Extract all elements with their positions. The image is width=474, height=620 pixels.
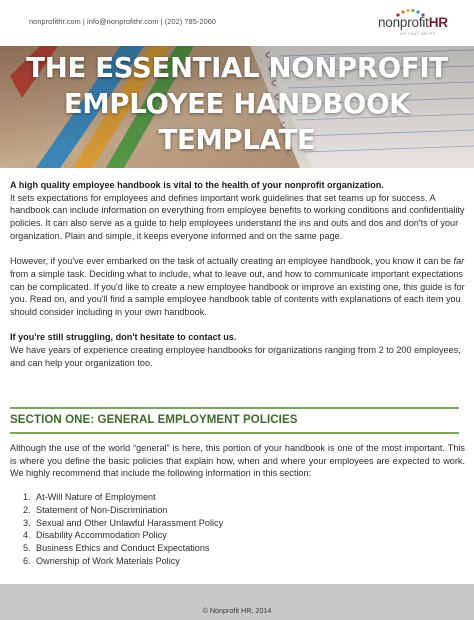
list-number: 5.: [23, 543, 31, 554]
list-text: Sexual and Other Unlawful Harassment Policy: [36, 517, 224, 528]
list-text: Statement of Non-Discrimination: [36, 504, 168, 515]
intro-lead: A high quality employee handbook is vital to the health of your nonprofit organization.: [10, 180, 384, 190]
contact-info: nonprofithr.com | info@nonprofithr.com | (202) 785-2060: [29, 17, 217, 26]
logo-tagline: HR THAT HELPS: [400, 32, 436, 36]
list-item: [23, 542, 223, 555]
logo-wordmark: [378, 15, 448, 30]
list-number: 3.: [23, 517, 31, 528]
page-title: [0, 50, 474, 158]
list-item: [23, 504, 223, 517]
contact-us-paragraph: [10, 331, 467, 369]
challenge-text-end: from a simple task. Deciding what to include, what to leave out, and how to communicate important expectations can be complicated. If you'd like to create a new employee handbook or improve an existing one, this guide is for you. Read on, and you'll find a sample employee handbook table of contents with explanations of each item you should consider including in your own handbook.: [10, 268, 465, 318]
nonprofit-hr-logo[interactable]: [378, 8, 460, 40]
policy-list: [23, 491, 223, 568]
logo-name: nonprofit: [378, 15, 429, 30]
challenge-text-start: However, if you've ever embarked on the task of actually creating an employee handbook, you know it can be: [10, 256, 454, 267]
challenge-emphasis: far: [453, 256, 465, 267]
contact-us-text: We have years of experience creating employee handbooks for organizations ranging from 2 to 200 employees, and can help your organization too.: [10, 345, 461, 368]
section-one-heading: SECTION ONE: GENERAL EMPLOYMENT POLICIES: [10, 414, 298, 426]
list-number: 6.: [23, 555, 31, 566]
list-text: At-Will Nature of Employment: [36, 492, 156, 502]
list-item: [23, 491, 223, 504]
copyright-text: © Nonprofit HR, 2014: [202, 606, 272, 615]
list-item: [23, 517, 223, 530]
list-text: Disability Accommodation Policy: [36, 530, 167, 541]
contact-us-lead: If you're still struggling, don't hesitate to contact us.: [10, 332, 237, 343]
list-number: 4.: [23, 530, 31, 541]
section-one-body: Although the use of the world “general” is here, this portion of your handbook is one of the most important. This is where you define the basic policies that explain how, when and where your employees are expected to work. We highly recommend that include the following information in this section:: [10, 443, 465, 479]
intro-paragraph: [10, 179, 467, 243]
list-number: 2.: [23, 504, 31, 515]
handbook-challenge-paragraph: [10, 255, 467, 319]
page-footer: [0, 584, 474, 620]
page-header: [0, 0, 474, 46]
hero-banner: [0, 46, 474, 168]
list-number: 1.: [23, 492, 31, 502]
list-text: Ownership of Work Materials Policy: [36, 555, 180, 566]
list-item: [23, 529, 223, 542]
title-line: EMPLOYEE HANDBOOK: [63, 88, 411, 120]
title-line: THE ESSENTIAL NONPROFIT: [26, 52, 448, 84]
list-text: Business Ethics and Conduct Expectations: [36, 543, 210, 554]
title-line: TEMPLATE: [158, 124, 316, 156]
intro-content: [10, 179, 467, 370]
section-one-heading-bar: [10, 407, 459, 434]
intro-text: It sets expectations for employees and defines important work guidelines that set teams up for success. A handbook can include information on everything from employee benefits to working conditions and confidentiality policies. It can also serve as a guide to help employees understand the ins and outs and dos and don'ts of your organization. Plain and simple, it keeps everyone informed and on the same page.: [10, 192, 465, 241]
list-item: [23, 555, 223, 568]
logo-hr: HR: [428, 15, 448, 30]
